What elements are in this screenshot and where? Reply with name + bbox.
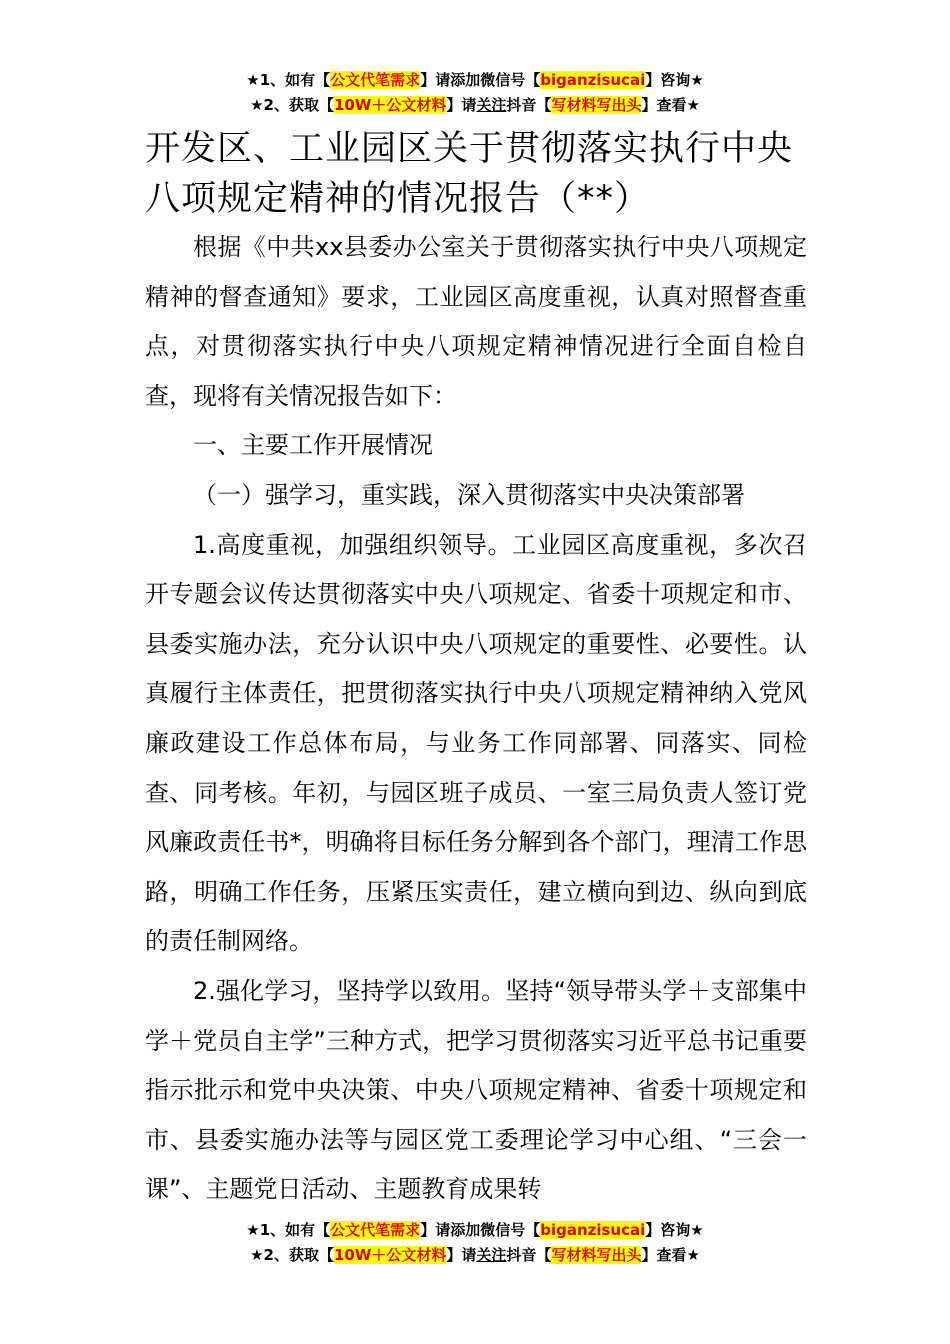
banner-highlight: 写材料写出头 xyxy=(551,1246,642,1264)
title-line-2: 八项规定精神的情况报告（**） xyxy=(145,179,651,219)
wechat-id: biganzisucai xyxy=(540,71,646,89)
banner-text: ★2、获取【 xyxy=(250,96,334,114)
banner-highlight: 写材料写出头 xyxy=(551,96,642,114)
banner-text: 抖音【 xyxy=(506,1246,552,1264)
banner-text: 】查看★ xyxy=(641,1246,700,1264)
section-heading: 一、主要工作开展情况 xyxy=(193,431,433,460)
body-paragraph: 1.高度重视，加强组织领导。工业园区高度重视，多次召开专题会议传达贯彻落实中央八项规定、省委十项规定和市、县委实施办法，充分认识中央八项规定的重要性、必要性。认真履行主体责任，把贯彻落实执行中央八项规定精神纳入党风廉政建设工作总体布局，与业务工作同部署、同落实、同检查、同考核。年初，与园区班子成员、一室三局负责人签订党风廉政责任书*，明确将目标任务分解到各个部门，理清工作思路，明确工作任务，压紧压实责任，建立横向到边、纵向到底的责任制网络。 xyxy=(145,530,807,956)
banner-text: 】请 xyxy=(446,96,477,114)
banner-text: ★1、如有【 xyxy=(246,71,331,89)
banner-line-1 xyxy=(0,1218,950,1243)
banner-text: 】请添加微信号【 xyxy=(420,1221,541,1239)
banner-text: 】查看★ xyxy=(641,96,700,114)
banner-highlight: 10W＋公文材料 xyxy=(333,96,447,114)
banner-line-2 xyxy=(0,93,950,118)
banner-text: ★1、如有【 xyxy=(246,1221,331,1239)
banner-text: 】咨询★ xyxy=(645,71,704,89)
document-body xyxy=(145,223,807,1215)
header-banner xyxy=(0,68,950,118)
banner-highlight: 10W＋公文材料 xyxy=(333,1246,447,1264)
banner-underlined: 关注 xyxy=(476,96,507,114)
document-title xyxy=(145,124,815,224)
title-line-1: 开发区、工业园区关于贯彻落实执行中央 xyxy=(145,129,794,169)
banner-underlined: 关注 xyxy=(476,1246,507,1264)
banner-text: 】咨询★ xyxy=(645,1221,704,1239)
banner-text: ★2、获取【 xyxy=(250,1246,334,1264)
body-paragraph: 2.强化学习，坚持学以致用。坚持“领导带头学＋支部集中学＋党员自主学”三种方式，把学习贯彻落实习近平总书记重要指示批示和党中央决策、中央八项规定精神、省委十项规定和市、县委实施办法等与园区党工委理论学习中心组、“三会一课”、主题党日活动、主题教育成果转 xyxy=(145,976,807,1204)
footer-banner xyxy=(0,1218,950,1268)
banner-line-1 xyxy=(0,68,950,93)
banner-text: 】请 xyxy=(446,1246,477,1264)
banner-text: 】请添加微信号【 xyxy=(420,71,541,89)
banner-highlight: 公文代笔需求 xyxy=(330,71,421,89)
subsection-heading: （一）强学习，重实践，深入贯彻落实中央决策部署 xyxy=(193,480,745,509)
wechat-id: biganzisucai xyxy=(540,1221,646,1239)
banner-text: 抖音【 xyxy=(506,96,552,114)
intro-paragraph: 根据《中共xx县委办公室关于贯彻落实执行中央八项规定精神的督查通知》要求，工业园区高度重视，认真对照督查重点，对贯彻落实执行中央八项规定精神情况进行全面自检自查，现将有关情况报告如下： xyxy=(145,233,807,410)
banner-highlight: 公文代笔需求 xyxy=(330,1221,421,1239)
banner-line-2 xyxy=(0,1243,950,1268)
